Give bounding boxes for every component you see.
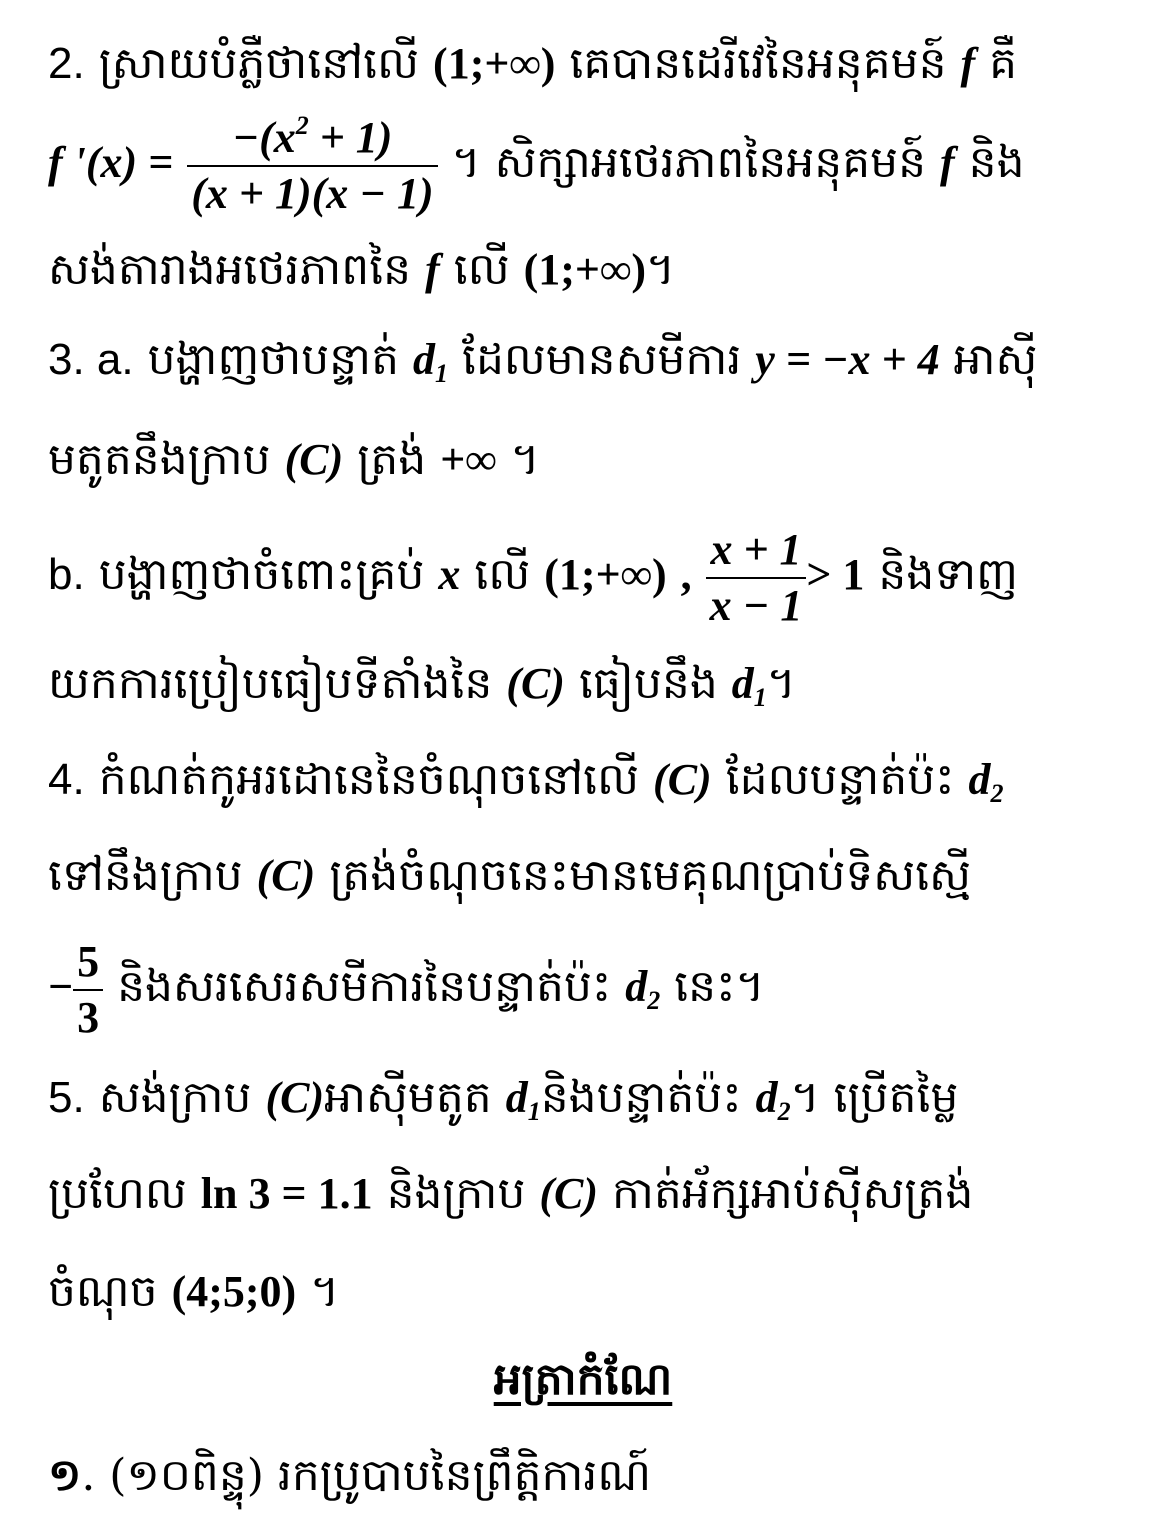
q5-text-9: ។ <box>310 1266 340 1317</box>
q5-d2: $d_2$ <box>755 1073 791 1126</box>
q3a-text-3: អាស៊ី <box>953 334 1038 385</box>
q4-fraction-denominator: 3 <box>73 989 103 1045</box>
q4-curve-2: (C) <box>256 851 316 900</box>
q4-text-5: និងសរសេរសមីការនៃបន្ទាត់ប៉ះ <box>117 961 612 1012</box>
q4-fraction <box>73 935 103 1045</box>
q5-line-2 <box>48 1164 1126 1224</box>
q3b-number: b. <box>48 550 85 599</box>
q4-text-1: កំណត់កូអរដោនេនៃចំណុចនៅលើ <box>98 754 640 805</box>
q2-text-5: និង <box>968 137 1025 188</box>
q5-ln: ln 3 = 1.1 <box>200 1169 373 1218</box>
q3b-text-3: និងទាញ <box>878 549 1019 600</box>
q5-text-3: និងបន្ទាត់ប៉ះ <box>540 1072 742 1123</box>
q2-f-3: f <box>425 245 440 294</box>
q1-text: . (១០ពិន្ទុ) រកប្រូបាបនៃព្រឹត្តិការណ៍ <box>81 1450 652 1501</box>
q3b-interval: (1;+∞) <box>544 550 667 599</box>
q2-text-7: លើ <box>453 244 510 295</box>
q2-derivative-numerator: $-(x^2 + 1)$ <box>232 110 393 162</box>
q3a-line-2 <box>48 430 1126 490</box>
q3b-fraction-denominator: x − 1 <box>706 577 807 633</box>
q4-text-3: ទៅនឹងក្រាប <box>48 850 243 901</box>
q2-text-6: សង់តារាងអថេរភាពនៃ <box>48 244 412 295</box>
section-title-block <box>0 1352 1166 1416</box>
q5-text-5: ប្រហែល <box>48 1168 187 1219</box>
q3a-text-4: មតូតនឹងក្រាប <box>48 434 271 485</box>
q3b-comma: , <box>680 550 692 599</box>
q3a-curve: (C) <box>284 435 344 484</box>
q3b-x: x <box>438 550 461 599</box>
q4-number: 4. <box>48 755 85 804</box>
q2-interval: (1;+∞) <box>433 39 556 88</box>
q5-text-6: និងក្រាប <box>386 1168 526 1219</box>
q4-d2: $d_2$ <box>968 755 1004 808</box>
q4-line-2 <box>48 846 1126 906</box>
q3a-line-1 <box>48 330 1126 390</box>
q5-curve-2: (C) <box>539 1169 599 1218</box>
q3a-number: 3. a. <box>48 335 134 384</box>
q5-curve: (C) <box>265 1073 325 1122</box>
q3b-text-4: យកការប្រៀបធៀបទីតាំងនៃ <box>48 658 493 709</box>
q4-text-6: នេះ។ <box>674 961 765 1012</box>
q5-text-1: សង់ក្រាប <box>98 1072 252 1123</box>
q2-derivative-fraction <box>187 111 437 221</box>
q3a-text-6: ។ <box>510 434 540 485</box>
q5-text-8: ចំណុច <box>48 1266 158 1317</box>
q3b-text-5: ធៀបនឹង <box>578 658 718 709</box>
q2-f-2: f <box>940 138 955 187</box>
q4-curve: (C) <box>653 755 712 804</box>
q2-f: f <box>960 39 976 88</box>
q3b-line-1 <box>48 520 1126 633</box>
q3a-infinity: +∞ <box>440 435 497 484</box>
q3b-inequality: > 1 <box>806 550 865 599</box>
q2-number: 2. <box>48 39 85 88</box>
q2-text-2: គេបានដេរីវេនៃអនុគមន៍ <box>569 38 947 89</box>
q4-minus: − <box>48 962 74 1011</box>
section-title: អត្រាកំណែ <box>493 1354 673 1405</box>
q3b-fraction-numerator: x + 1 <box>710 524 802 574</box>
q2-derivative-lhs: f '(x) = <box>48 138 174 187</box>
q3a-d1: $d_1$ <box>413 335 448 388</box>
q5-number: 5. <box>48 1073 85 1122</box>
q3a-equation: y = −x + 4 <box>755 335 940 384</box>
q3a-text-2: ដែលមានសមីការ <box>462 334 742 385</box>
q3b-text-1: បង្ហាញថាចំពោះគ្រប់ <box>98 549 425 600</box>
q3a-text-5: ត្រង់ <box>357 434 427 485</box>
q2-interval-2: (1;+∞) <box>523 245 647 294</box>
q2-text-4: ។ សិក្សាអថេរភាពនៃអនុគមន៍ <box>451 137 927 188</box>
q2-derivative-denominator: (x + 1)(x − 1) <box>187 165 437 221</box>
q2-line-1 <box>48 34 1126 94</box>
q5-points: (4;5;0) <box>171 1267 297 1316</box>
q3b-fraction <box>706 523 807 633</box>
q4-line-1 <box>48 750 1126 810</box>
q5-text-7: កាត់អ័ក្សអាប់ស៊ីសត្រង់ <box>612 1168 974 1219</box>
q2-text-3: គឺ <box>989 38 1018 89</box>
q3b-curve: (C) <box>506 659 565 708</box>
q5-line-1 <box>48 1068 1126 1128</box>
q2-text-8: ។ <box>646 244 676 295</box>
q4-line-3 <box>48 932 1126 1045</box>
q3b-text-6: ។ <box>766 658 796 709</box>
q2-text-1: ស្រាយបំភ្លឺថានៅលើ <box>98 38 420 89</box>
q1-number: ១ <box>48 1450 82 1501</box>
q3b-text-2: លើ <box>474 549 531 600</box>
q2-line-2 <box>48 108 1126 221</box>
q4-text-2: ដែលបន្ទាត់ប៉ះ <box>725 754 955 805</box>
q5-text-2: អាស៊ីមតូត <box>324 1072 492 1123</box>
q5-d1: $d_1$ <box>505 1073 541 1126</box>
q2-line-3 <box>48 240 1126 300</box>
q3b-line-2 <box>48 654 1126 714</box>
q3a-text-1: បង្ហាញថាបន្ទាត់ <box>147 334 399 385</box>
q4-fraction-numerator: 5 <box>77 936 100 986</box>
q5-text-4: ។ ប្រើតម្លៃ <box>790 1072 959 1123</box>
q4-text-4: ត្រង់ចំណុចនេះមានមេគុណប្រាប់ទិសស្មើ <box>329 850 972 901</box>
q1-line <box>48 1446 1126 1506</box>
q5-line-3 <box>48 1262 1126 1322</box>
q4-d2-2: $d_2$ <box>625 962 661 1015</box>
q3b-d1: $d_1$ <box>731 659 767 712</box>
